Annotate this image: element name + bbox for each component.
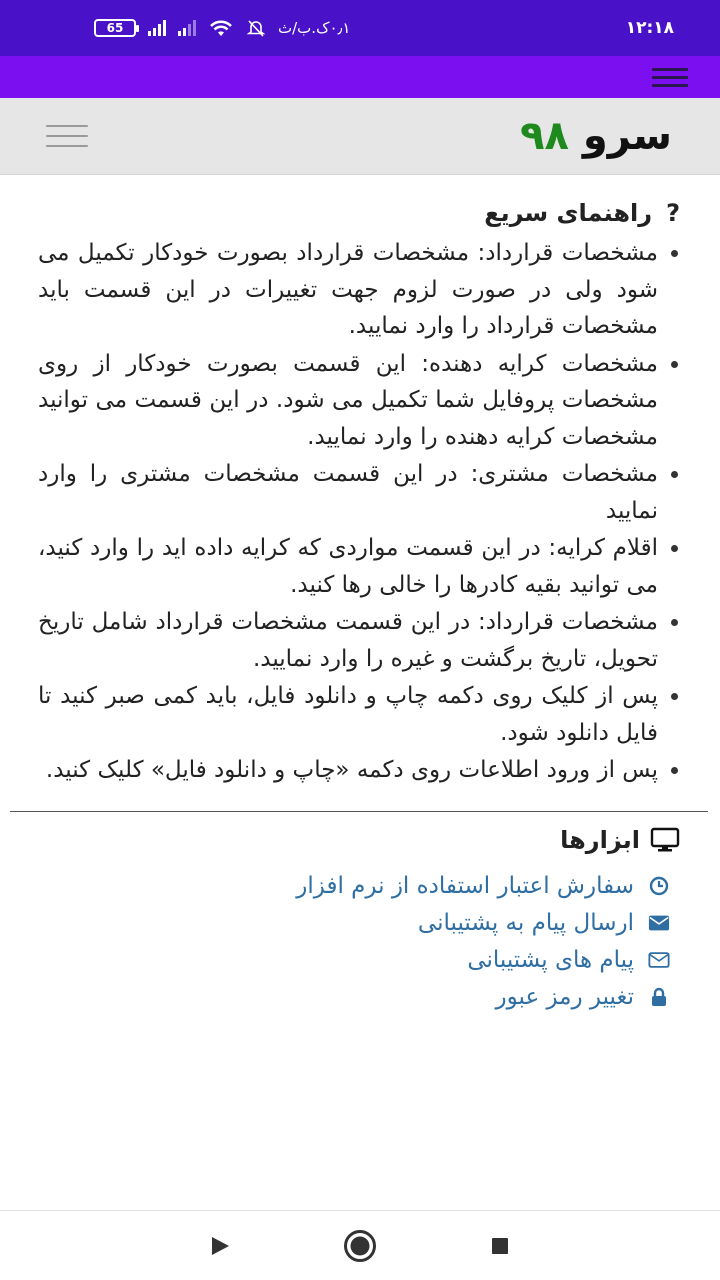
- guide-item: مشخصات کرایه دهنده: این قسمت بصورت خودکار از روی مشخصات پروفایل شما تکمیل می شود. در این قسمت می توانید مشخصات کرایه دهنده را وارد نمایید.: [38, 346, 680, 456]
- tool-link-change-password[interactable]: [38, 979, 670, 1016]
- question-icon: ?: [666, 199, 680, 227]
- guide-item: مشخصات قرارداد: در این قسمت مشخصات قرارداد شامل تاریخ تحویل، تاریخ برگشت و غیره را وارد نمایید.: [38, 604, 680, 677]
- lock-icon: [648, 987, 670, 1007]
- brand-name: سرو: [582, 113, 672, 159]
- clock-icon: [648, 876, 670, 896]
- back-triangle-icon: [209, 1235, 231, 1257]
- navigation-bar: [0, 1210, 720, 1280]
- guide-item: اقلام کرایه: در این قسمت مواردی که کرایه داده اید را وارد کنید، می توانید بقیه کادرها را خالی رها کنید.: [38, 530, 680, 603]
- wifi-icon: [208, 18, 234, 38]
- home-button[interactable]: [343, 1229, 377, 1263]
- network-speed: ۰٫۱ک.ب/ث: [278, 19, 351, 37]
- muted-bell-icon: [246, 18, 266, 38]
- envelope-filled-icon: [648, 914, 670, 932]
- status-icons: [94, 18, 350, 38]
- main-content: [0, 175, 720, 1210]
- status-time: ۱۲:۱۸: [625, 18, 674, 38]
- envelope-outline-icon: [648, 951, 670, 969]
- home-circle-icon: [343, 1229, 377, 1263]
- section-divider: [10, 811, 708, 812]
- tools-list: [38, 868, 680, 1016]
- tool-link-label: سفارش اعتبار استفاده از نرم افزار: [296, 872, 634, 899]
- tool-link-support-messages[interactable]: [38, 942, 670, 979]
- brand-number: ۹۸: [520, 113, 569, 159]
- monitor-icon: [650, 827, 680, 853]
- signal-secondary-icon: [178, 20, 196, 36]
- guide-item: مشخصات مشتری: در این قسمت مشخصات مشتری را وارد نمایید: [38, 456, 680, 529]
- battery-icon: [94, 19, 136, 37]
- guide-item: پس از ورود اطلاعات روی دکمه «چاپ و دانلود فایل» کلیک کنید.: [38, 752, 680, 789]
- back-button[interactable]: [203, 1229, 237, 1263]
- tools-heading: [38, 826, 680, 854]
- battery-level: 65: [106, 21, 124, 35]
- guide-item: پس از کلیک روی دکمه چاپ و دانلود فایل، باید کمی صبر کنید تا فایل دانلود شود.: [38, 678, 680, 751]
- quick-guide-heading: [38, 199, 680, 227]
- tool-link-label: ارسال پیام به پشتیبانی: [417, 909, 634, 936]
- quick-guide-list: [38, 235, 680, 789]
- tools-title: ابزارها: [560, 825, 640, 854]
- quick-guide-title: راهنمای سریع: [484, 199, 653, 227]
- tool-link-order-credit[interactable]: [38, 868, 670, 905]
- status-bar: [0, 0, 720, 56]
- guide-item: مشخصات قرارداد: مشخصات قرارداد بصورت خودکار تکمیل می شود ولی در صورت لزوم جهت تغییرات در این قسمت باید مشخصات قرارداد را وارد نمایید.: [38, 235, 680, 345]
- site-logo[interactable]: [520, 113, 672, 159]
- site-header: [0, 98, 720, 175]
- site-menu-toggle-icon[interactable]: [46, 125, 88, 147]
- tool-link-label: پیام های پشتیبانی: [467, 946, 634, 973]
- signal-icon: [148, 20, 166, 36]
- tool-link-send-support-message[interactable]: [38, 905, 670, 942]
- recents-button[interactable]: [483, 1229, 517, 1263]
- app-menu-icon[interactable]: [652, 68, 688, 87]
- app-header: [0, 56, 720, 98]
- recents-square-icon: [490, 1236, 510, 1256]
- tool-link-label: تغییر رمز عبور: [495, 983, 634, 1010]
